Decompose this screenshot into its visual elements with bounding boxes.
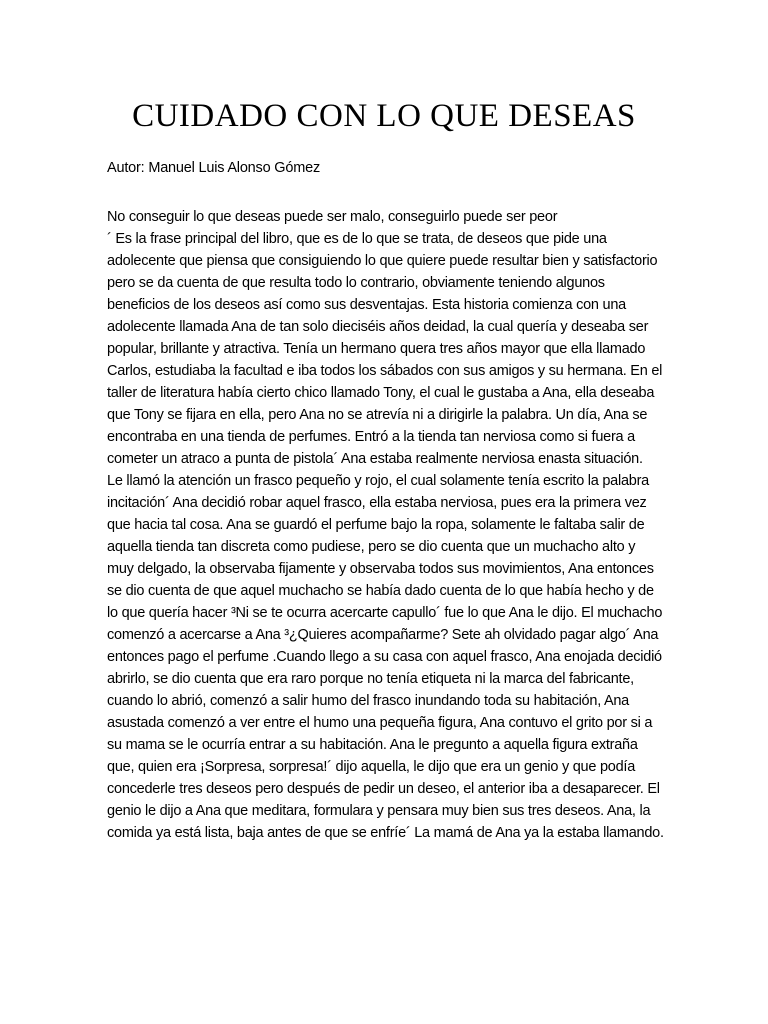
body-text-line: lo que quería hacer ³Ni se te ocurra acercarte capullo´ fue lo que Ana le dijo. El muchacho bbox=[107, 605, 663, 621]
body-text-line: incitación´ Ana decidió robar aquel frasco, ella estaba nerviosa, pues era la primera vez bbox=[107, 495, 647, 511]
body-text-line: se dio cuenta de que aquel muchacho se había dado cuenta de lo que había hecho y de bbox=[107, 583, 654, 599]
body-text-line: cometer un atraco a punta de pistola´ Ana estaba realmente nerviosa enasta situación. bbox=[107, 451, 643, 467]
body-text-line: taller de literatura había cierto chico llamado Tony, el cual le gustaba a Ana, ella deseaba bbox=[107, 385, 655, 401]
document-title: CUIDADO CON LO QUE DESEAS bbox=[132, 98, 636, 134]
body-text-line: popular, brillante y atractiva. Tenía un hermano quera tres años mayor que ella llamado bbox=[107, 341, 646, 357]
body-text-line: aquella tienda tan discreta como pudiese, pero se dio cuenta que un muchacho alto y bbox=[107, 539, 636, 555]
body-text-line: muy delgado, la observaba fijamente y observaba todos sus movimientos, Ana entonces bbox=[107, 561, 654, 577]
body-text-line: cuando lo abrió, comenzó a salir humo del frasco inundando toda su habitación, Ana bbox=[107, 693, 629, 709]
body-text-line: que, quien era ¡Sorpresa, sorpresa!´ dijo aquella, le dijo que era un genio y que podía bbox=[107, 759, 636, 775]
body-text-line: No conseguir lo que deseas puede ser malo, conseguirlo puede ser peor bbox=[107, 209, 558, 225]
document-author: Autor: Manuel Luis Alonso Gómez bbox=[107, 160, 321, 176]
body-text-line: Carlos, estudiaba la facultad e iba todos los sábados con sus amigos y su hermana. En el bbox=[107, 363, 663, 379]
body-text-line: ´ Es la frase principal del libro, que es de lo que se trata, de deseos que pide una bbox=[107, 231, 607, 247]
body-text-line: adolecente llamada Ana de tan solo dieciséis años deidad, la cual quería y deseaba ser bbox=[107, 319, 649, 335]
body-text-line: entonces pago el perfume .Cuando llego a su casa con aquel frasco, Ana enojada decidió bbox=[107, 649, 662, 665]
body-text-line: pero se da cuenta de que resulta todo lo contrario, obviamente teniendo algunos bbox=[107, 275, 605, 291]
body-text-line: que Tony se fijara en ella, pero Ana no se atrevía ni a dirigirle la palabra. Un día, Ana se bbox=[107, 407, 648, 423]
body-text-line: que hacia tal cosa. Ana se guardó el perfume bajo la ropa, solamente le faltaba salir de bbox=[107, 517, 645, 533]
body-text-line: concederle tres deseos pero después de pedir un deseo, el anterior iba a desaparecer. El bbox=[107, 781, 660, 797]
body-text-line: Le llamó la atención un frasco pequeño y rojo, el cual solamente tenía escrito la palabra bbox=[107, 473, 649, 489]
document-body bbox=[107, 206, 677, 844]
body-text-line: asustada comenzó a ver entre el humo una pequeña figura, Ana contuvo el grito por si a bbox=[107, 715, 653, 731]
body-text-line: su mama se le ocurría entrar a su habitación. Ana le pregunto a aquella figura extraña bbox=[107, 737, 638, 753]
body-text-line: beneficios de los deseos así como sus desventajas. Esta historia comienza con una bbox=[107, 297, 626, 313]
body-text-line: abrirlo, se dio cuenta que era raro porque no tenía etiqueta ni la marca del fabricante, bbox=[107, 671, 634, 687]
body-text-line: comenzó a acercarse a Ana ³¿Quieres acompañarme? Sete ah olvidado pagar algo´ Ana bbox=[107, 627, 659, 643]
body-text-line: adolecente que piensa que consiguiendo lo que quiere puede resultar bien y satisfactorio bbox=[107, 253, 658, 269]
body-text-line: encontraba en una tienda de perfumes. Entró a la tienda tan nerviosa como si fuera a bbox=[107, 429, 635, 445]
body-text-line: comida ya está lista, baja antes de que se enfríe´ La mamá de Ana ya la estaba llamando. bbox=[107, 825, 664, 841]
body-text-line: genio le dijo a Ana que meditara, formulara y pensara muy bien sus tres deseos. Ana, la bbox=[107, 803, 651, 819]
